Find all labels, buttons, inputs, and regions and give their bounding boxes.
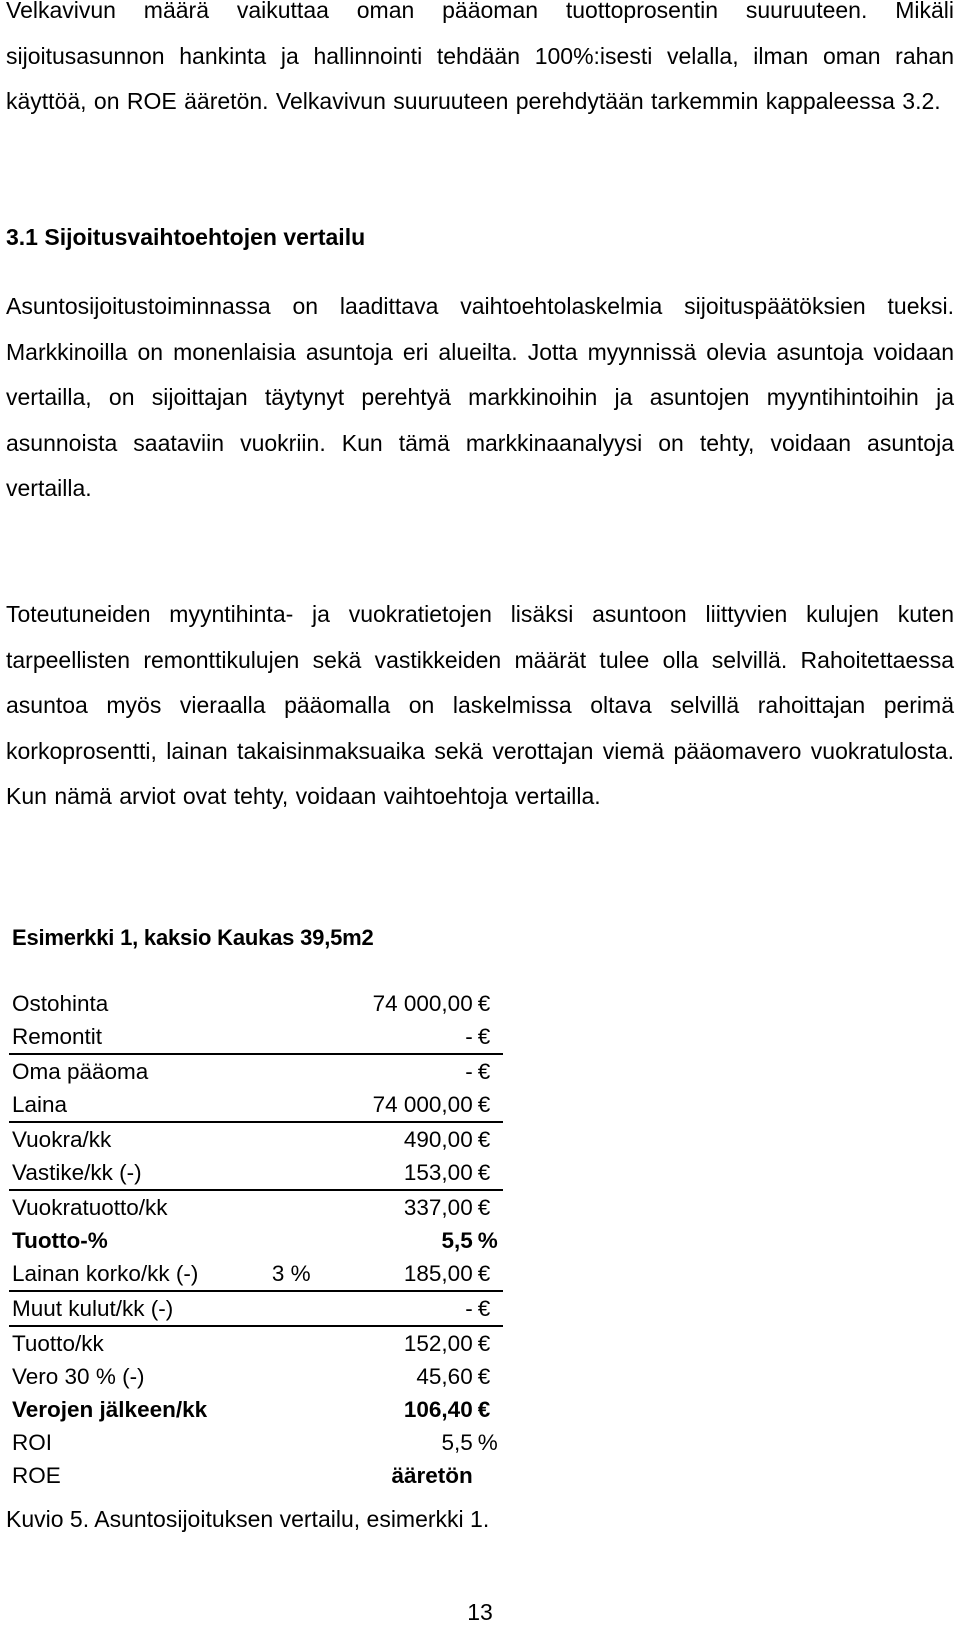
row-value: 74 000,00 [335,1088,473,1122]
row-percent [251,987,335,1020]
row-percent [251,1122,335,1156]
row-value: 152,00 [403,1331,473,1356]
row-value: 106,40 [403,1397,473,1422]
row-unit: € [477,1397,491,1422]
row-unit: € [473,1291,503,1326]
row-label: Vuokratuotto/kk [12,1195,168,1220]
row-unit: % [477,1430,498,1455]
row-percent [251,1291,335,1326]
row-unit: % [477,1228,498,1253]
row-label: Muut kulut/kk (-) [9,1291,251,1326]
row-unit: € [473,1257,503,1291]
row-value: - [335,1291,473,1326]
row-value: 185,00 [335,1257,473,1291]
row-label: Lainan korko/kk (-) [9,1257,251,1291]
row-label: Verojen jälkeen/kk [12,1397,208,1422]
row-label: Vuokra/kk [12,1127,112,1152]
row-percent [251,1360,335,1393]
row-unit: € [473,1156,503,1190]
row-label: Vastike/kk (-) [9,1156,251,1190]
row-unit: € [477,1331,491,1356]
row-percent [251,1054,335,1088]
row-value: - [335,1020,473,1054]
row-value: 74 000,00 [372,991,473,1016]
row-unit: € [473,1088,503,1122]
row-percent [251,1224,335,1257]
row-unit: € [477,991,491,1016]
row-percent [251,1459,335,1492]
table-row [9,1224,503,1257]
row-percent [251,1020,335,1054]
row-unit: € [473,1020,503,1054]
row-label: Tuotto/kk [12,1331,104,1356]
row-unit: € [477,1059,491,1084]
table-row [9,1291,503,1326]
paragraph-comparison-intro: Asuntosijoitustoiminnassa on laadittava vaihtoehtolaskelmia sijoituspäätöksien tueksi. Markkinoilla on monenlaisia asuntoja eri alueilta. Jotta myynnissä olevia asuntoja voidaan vertailla, on sijoittajan täytynyt perehtyä markkinoihin ja asuntojen myyntihintoihin ja asunnoista saataviin vuokriin. Kun tämä markkinaanalyysi on tehty, voidaan asuntoja vertailla. [6,293,954,501]
table-row [9,1156,503,1190]
table-row [9,1257,503,1291]
row-label: Vero 30 % (-) [12,1364,145,1389]
row-percent [251,1190,335,1224]
row-value: 490,00 [403,1127,473,1152]
row-unit: € [477,1364,491,1389]
table-row [9,1054,503,1088]
row-percent [251,1326,335,1360]
table-row [9,1360,503,1393]
row-label: Laina [9,1088,251,1122]
table-row [9,1459,503,1492]
row-label: Ostohinta [12,991,109,1016]
row-percent [251,1156,335,1190]
example-title: Esimerkki 1, kaksio Kaukas 39,5m2 [12,925,374,950]
row-label: Oma pääoma [12,1059,149,1084]
table-row [9,1122,503,1156]
page-number: 13 [467,1599,493,1625]
row-value: ääretön [391,1463,473,1488]
table-row [9,987,503,1020]
section-heading: 3.1 Sijoitusvaihtoehtojen vertailu [6,224,366,250]
table-row [9,1088,503,1122]
row-value: 153,00 [335,1156,473,1190]
intro-paragraph: Velkavivun määrä vaikuttaa oman pääoman tuottoprosentin suuruuteen. Mikäli sijoitusasunnon hankinta ja hallinnointi tehdään 100%:isesti velalla, ilman oman rahan käyttöä, on ROE ääretön. Velkavivun suuruuteen perehdytään tarkemmin kappaleessa 3.2. [6,0,954,114]
row-unit [473,1459,503,1492]
row-label: ROI [12,1430,53,1455]
table-row [9,1426,503,1459]
row-value: 45,60 [416,1364,473,1389]
row-value: - [465,1059,473,1084]
row-percent [251,1426,335,1459]
figure-caption: Kuvio 5. Asuntosijoituksen vertailu, esimerkki 1. [6,1506,490,1532]
row-value: 5,5 [441,1430,473,1455]
row-percent [251,1393,335,1426]
row-unit: € [477,1127,491,1152]
table-row [9,1190,503,1224]
row-label: Remontit [9,1020,251,1054]
row-unit: € [477,1195,491,1220]
row-percent: 3 % [251,1257,335,1291]
row-label: Tuotto-% [12,1228,108,1253]
paragraph-comparison-costs: Toteutuneiden myyntihinta- ja vuokratietojen lisäksi asuntoon liittyvien kulujen kuten tarpeellisten remonttikulujen sekä vastikkeiden määrät tulee olla selvillä. Rahoitettaessa asuntoa myös vieraalla pääomalla on laskelmissa oltava selvillä rahoittajan perimä korkoprosentti, lainan takaisinmaksuaika sekä verottajan viemä pääomavero vuokratulosta. Kun nämä arviot ovat tehty, voidaan vaihtoehtoja vertailla. [6,601,954,809]
row-percent [251,1088,335,1122]
row-label: ROE [12,1463,61,1488]
table-row [9,1393,503,1426]
row-value: 337,00 [403,1195,473,1220]
table-row [9,1326,503,1360]
table-row [9,1020,503,1054]
example-calculation-table [9,987,503,1492]
row-value: 5,5 [441,1228,473,1253]
